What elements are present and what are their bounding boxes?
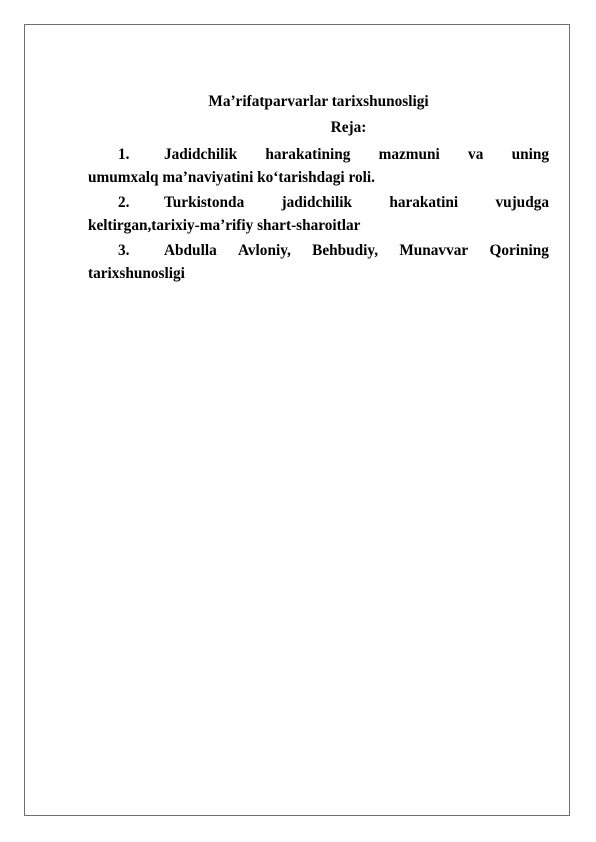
plan-list	[88, 143, 549, 285]
plan-heading: Reja:	[330, 119, 367, 136]
plan-word: uning	[511, 146, 549, 163]
plan-word: vujudga	[495, 194, 549, 211]
plan-item	[88, 143, 549, 189]
plan-item-first-line	[88, 143, 549, 166]
document-body	[88, 89, 549, 285]
plan-item-continuation: umumxalq ma’naviyatini ko‘tarishdagi roli.	[88, 169, 375, 186]
plan-word: harakatining	[265, 146, 351, 163]
plan-word: jadidchilik	[281, 194, 353, 211]
plan-word: Qorining	[489, 242, 549, 259]
plan-item-heading	[164, 191, 549, 214]
plan-word: Abdulla	[164, 242, 217, 259]
plan-item-heading	[164, 143, 549, 166]
plan-word: harakatini	[389, 194, 459, 211]
plan-item-number: 3.	[118, 242, 130, 259]
plan-item-number: 2.	[118, 194, 130, 211]
plan-word: mazmuni	[378, 146, 440, 163]
plan-word: va	[468, 146, 484, 163]
plan-item-continuation: keltirgan,tarixiy-ma’rifiy shart-sharoitlar	[88, 217, 361, 234]
document-title: Ma’rifatparvarlar tarixshunosligi	[208, 93, 429, 110]
plan-item-number: 1.	[118, 146, 130, 163]
plan-item	[88, 191, 549, 237]
plan-word: Turkistonda	[164, 194, 245, 211]
plan-item-first-line	[88, 191, 549, 214]
plan-item	[88, 239, 549, 285]
plan-word: Munavvar	[399, 242, 469, 259]
plan-word: Avloniy,	[238, 242, 291, 259]
plan-item-continuation: tarixshunosligi	[88, 265, 185, 282]
plan-word: Jadidchilik	[164, 146, 238, 163]
plan-item-first-line	[88, 239, 549, 262]
plan-item-heading	[164, 239, 549, 262]
plan-word: Behbudiy,	[312, 242, 379, 259]
